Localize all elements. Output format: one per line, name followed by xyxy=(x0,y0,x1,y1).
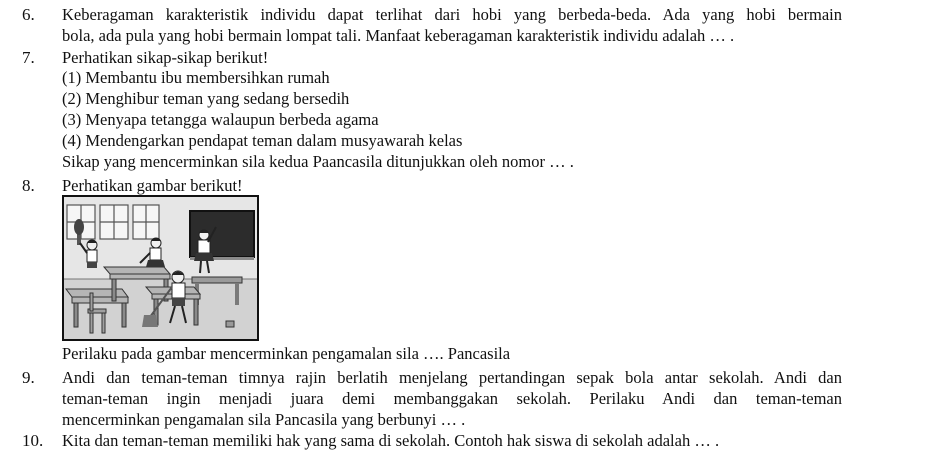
list-item: (3) Menyapa tetangga walaupun berbeda agama xyxy=(62,110,379,129)
question-prompt: Perilaku pada gambar mencerminkan pengamalan sila …. Pancasila xyxy=(62,344,511,363)
question-text xyxy=(62,430,842,451)
question-number: 9. xyxy=(22,368,35,387)
list-item: (2) Menghibur teman yang sedang bersedih xyxy=(62,89,350,108)
text-line: teman-teman ingin menjadi juara demi membanggakan sekolah. Perilaku Andi dan teman-teman xyxy=(62,389,842,408)
question-number: 7. xyxy=(22,48,35,67)
question-prompt: Sikap yang mencerminkan sila kedua Paancasila ditunjukkan oleh nomor … . xyxy=(62,152,574,171)
list-item: (4) Mendengarkan pendapat teman dalam musyawarah kelas xyxy=(62,131,463,150)
text-line: Keberagaman karakteristik individu dapat terlihat dari hobi yang berbeda-beda. Ada yang hobi bermain xyxy=(62,5,842,24)
text-line: Kita dan teman-teman memiliki hak yang sama di sekolah. Contoh hak siswa di sekolah adalah … . xyxy=(62,431,720,450)
text-line: mencerminkan pengamalan sila Pancasila yang berbunyi … . xyxy=(62,410,466,429)
question-number: 6. xyxy=(22,5,35,24)
question-intro: Perhatikan sikap-sikap berikut! xyxy=(62,48,269,67)
question-text xyxy=(62,4,842,46)
text-line: bola, ada pula yang hobi bermain lompat tali. Manfaat keberagaman karakteristik individu adalah … . xyxy=(62,26,735,45)
question-number: 10. xyxy=(22,431,44,450)
question-text xyxy=(62,367,842,430)
question-intro: Perhatikan gambar berikut! xyxy=(62,176,243,195)
classroom-illustration xyxy=(62,195,259,341)
text-line: Andi dan teman-teman timnya rajin berlatih menjelang pertandingan sepak bola antar sekolah. Andi dan xyxy=(62,368,842,387)
list-item: (1) Membantu ibu membersihkan rumah xyxy=(62,68,330,87)
question-number: 8. xyxy=(22,176,35,195)
